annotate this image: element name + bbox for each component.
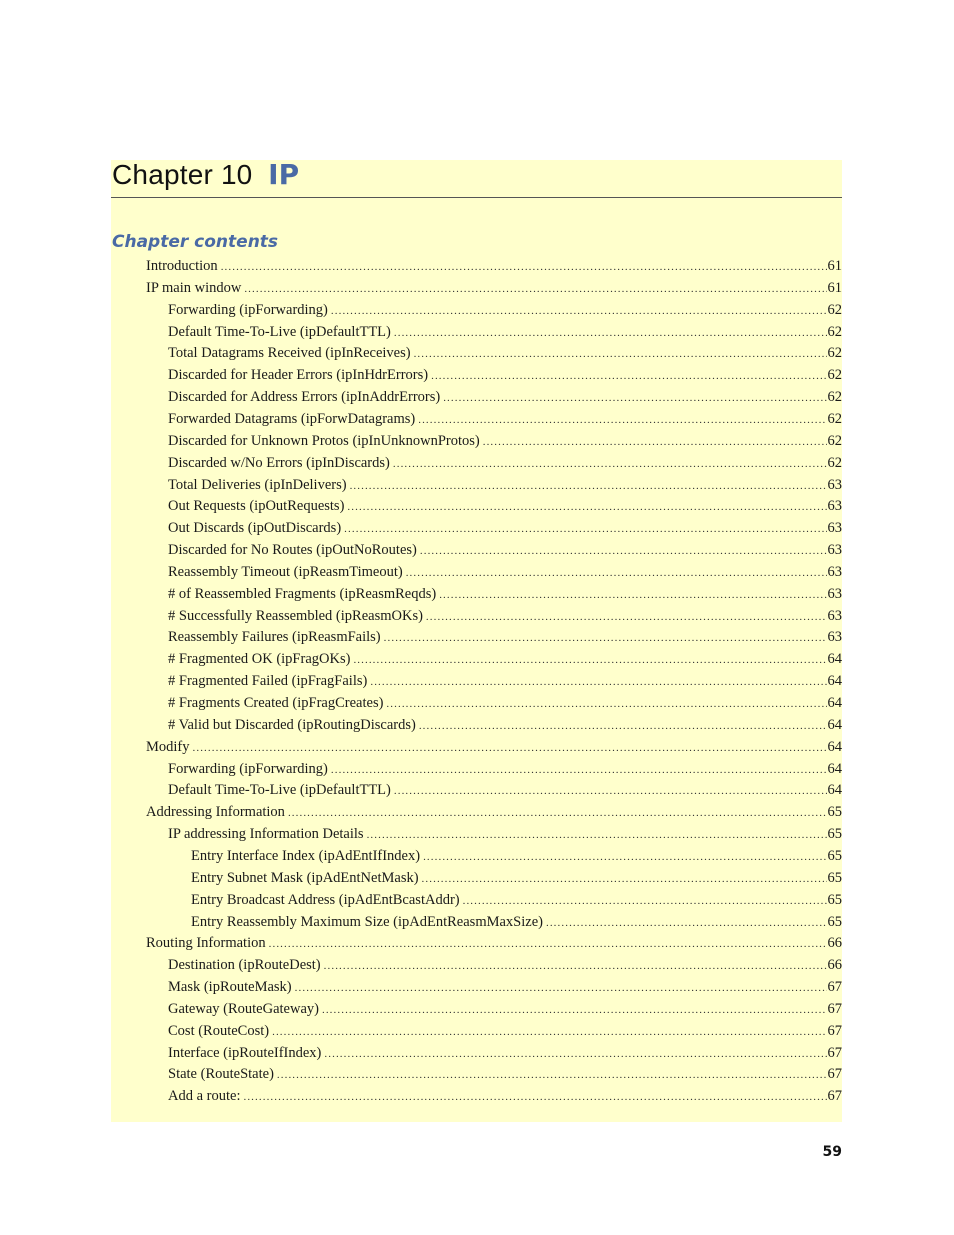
chapter-heading <box>112 158 299 198</box>
toc-entry-page: 66 <box>827 935 842 952</box>
toc-entry-title: Entry Reassembly Maximum Size (ipAdEntReasmMaxSize) <box>191 913 543 930</box>
toc-dot-leader <box>394 327 827 339</box>
toc-dot-leader <box>353 654 826 666</box>
page-number: 59 <box>822 1144 842 1160</box>
toc-entry-title: Default Time-To-Live (ipDefaultTTL) <box>168 782 391 799</box>
toc-entry[interactable] <box>168 782 842 802</box>
toc-entry-title: Add a route: <box>168 1088 241 1105</box>
toc-entry-page: 67 <box>827 1088 842 1105</box>
toc-entry[interactable] <box>146 935 842 955</box>
toc-entry-page: 64 <box>827 716 842 733</box>
toc-entry-page: 67 <box>827 1000 842 1017</box>
toc-entry[interactable] <box>146 280 842 300</box>
toc-entry[interactable] <box>168 586 842 606</box>
toc-entry[interactable] <box>168 1023 842 1043</box>
toc-entry-page: 65 <box>827 869 842 886</box>
toc-entry-page: 64 <box>827 782 842 799</box>
toc-entry[interactable] <box>168 455 842 475</box>
toc-entry-title: Destination (ipRouteDest) <box>168 957 321 974</box>
toc-entry-page: 67 <box>827 979 842 996</box>
toc-entry[interactable] <box>191 914 842 934</box>
toc-entry-title: # Fragments Created (ipFragCreates) <box>168 695 384 711</box>
toc-entry-page: 64 <box>827 651 842 668</box>
toc-dot-leader <box>331 764 827 776</box>
toc-entry[interactable] <box>168 1001 842 1021</box>
toc-dot-leader <box>439 589 826 601</box>
toc-entry[interactable] <box>168 695 842 715</box>
chapter-divider <box>111 197 842 198</box>
toc-entry-page: 63 <box>827 520 842 537</box>
toc-entry-page: 62 <box>827 367 842 384</box>
toc-entry[interactable] <box>168 411 842 431</box>
toc-entry-page: 61 <box>827 279 842 296</box>
toc-dot-leader <box>370 676 826 688</box>
toc-entry[interactable] <box>146 739 842 759</box>
toc-dot-leader <box>331 305 827 317</box>
toc-dot-leader <box>463 895 827 907</box>
toc-entry-page: 66 <box>827 957 842 974</box>
toc-entry-page: 63 <box>827 585 842 602</box>
toc-dot-leader <box>367 829 827 841</box>
toc-entry-page: 64 <box>827 738 842 755</box>
toc-entry[interactable] <box>168 651 842 671</box>
toc-entry-title: Entry Subnet Mask (ipAdEntNetMask) <box>191 869 419 886</box>
toc-entry-page: 67 <box>827 1044 842 1061</box>
toc-dot-leader <box>347 501 826 513</box>
toc-entry-page: 63 <box>827 563 842 580</box>
toc-entry-title: State (RouteState) <box>168 1066 274 1083</box>
contents-heading: Chapter contents <box>112 232 279 252</box>
toc-entry-page: 65 <box>827 804 842 821</box>
toc-entry-page: 61 <box>827 258 842 274</box>
toc-dot-leader <box>322 1004 827 1016</box>
toc-entry-page: 63 <box>827 607 842 624</box>
toc-dot-leader <box>269 938 827 950</box>
toc-entry-title: Discarded for Unknown Protos (ipInUnknownProtos) <box>168 432 480 449</box>
toc-dot-leader <box>443 392 826 404</box>
toc-entry-page: 64 <box>827 673 842 690</box>
toc-entry-page: 65 <box>827 891 842 908</box>
toc-entry-page: 64 <box>827 695 842 711</box>
toc-entry-title: Routing Information <box>146 935 266 952</box>
toc-entry-page: 62 <box>827 345 842 362</box>
toc-entry[interactable] <box>168 345 842 365</box>
toc-entry-title: Out Discards (ipOutDiscards) <box>168 520 342 537</box>
toc-entry-title: Mask (ipRouteMask) <box>168 979 292 996</box>
toc-dot-leader <box>193 742 827 754</box>
toc-entry[interactable] <box>168 826 842 846</box>
toc-entry-page: 67 <box>827 1022 842 1039</box>
toc-entry-title: # Successfully Reassembled (ipReasmOKs) <box>168 607 423 624</box>
toc-entry-title: Discarded w/No Errors (ipInDiscards) <box>168 454 390 471</box>
toc-entry-page: 62 <box>827 432 842 449</box>
toc-entry-title: Gateway (RouteGateway) <box>168 1000 319 1017</box>
toc-dot-leader <box>418 414 826 426</box>
toc-dot-leader <box>324 960 827 972</box>
toc-entry-title: Introduction <box>146 258 218 274</box>
toc-entry[interactable] <box>168 608 842 628</box>
toc-entry-title: Cost (RouteCost) <box>168 1022 270 1039</box>
toc-entry-page: 65 <box>827 826 842 843</box>
toc-entry-title: Entry Interface Index (ipAdEntIfIndex) <box>191 847 421 864</box>
toc-dot-leader <box>350 480 827 492</box>
toc-entry-page: 65 <box>827 847 842 864</box>
toc-entry-title: # Fragmented OK (ipFragOKs) <box>168 651 351 668</box>
toc-entry-title: Total Deliveries (ipInDelivers) <box>168 476 347 493</box>
toc-dot-leader <box>394 785 827 797</box>
chapter-number: 10 <box>221 159 253 190</box>
toc-entry[interactable] <box>168 520 842 540</box>
chapter-title: IP <box>268 158 300 191</box>
toc-entry-title: Entry Broadcast Address (ipAdEntBcastAddr) <box>191 891 460 908</box>
toc-entry-page: 63 <box>827 476 842 493</box>
toc-entry[interactable] <box>168 717 842 737</box>
toc-entry-title: IP addressing Information Details <box>168 826 364 843</box>
toc-dot-leader <box>420 545 827 557</box>
toc-entry-title: # of Reassembled Fragments (ipReasmReqds) <box>168 585 437 602</box>
toc-dot-leader <box>414 348 827 360</box>
toc-dot-leader <box>244 283 826 295</box>
toc-entry-title: Addressing Information <box>146 804 285 821</box>
toc-entry-title: Out Requests (ipOutRequests) <box>168 498 345 515</box>
toc-dot-leader <box>344 523 826 535</box>
toc-entry[interactable] <box>146 804 842 824</box>
toc-entry[interactable] <box>191 848 842 868</box>
toc-entry-page: 63 <box>827 629 842 646</box>
toc-dot-leader <box>426 611 827 623</box>
toc-entry-title: Default Time-To-Live (ipDefaultTTL) <box>168 323 391 340</box>
toc-dot-leader <box>431 370 826 382</box>
toc-dot-leader <box>406 567 827 579</box>
toc-entry-title: IP main window <box>146 279 242 296</box>
toc-entry[interactable] <box>168 1066 842 1086</box>
toc-dot-leader <box>422 873 827 885</box>
toc-entry[interactable] <box>168 673 842 693</box>
toc-entry[interactable] <box>168 761 842 781</box>
toc-entry[interactable] <box>168 629 842 649</box>
toc-entry-title: # Valid but Discarded (ipRoutingDiscards) <box>168 716 416 733</box>
toc-entry[interactable] <box>168 957 842 977</box>
toc-entry[interactable] <box>168 324 842 344</box>
toc-entry[interactable] <box>168 433 842 453</box>
toc-entry[interactable] <box>168 1045 842 1065</box>
toc-entry[interactable] <box>191 870 842 890</box>
toc-entry-page: 62 <box>827 389 842 406</box>
toc-entry-title: Interface (ipRouteIfIndex) <box>168 1044 322 1061</box>
toc-entry[interactable] <box>191 892 842 912</box>
toc-entry-title: Reassembly Failures (ipReasmFails) <box>168 629 381 646</box>
toc-entry-title: Discarded for Header Errors (ipInHdrErrors) <box>168 367 429 384</box>
toc-dot-leader <box>243 1091 826 1103</box>
toc-dot-leader <box>423 851 826 863</box>
toc-entry-page: 62 <box>827 454 842 471</box>
toc-dot-leader <box>419 720 827 732</box>
toc-entry[interactable] <box>168 542 842 562</box>
toc-entry[interactable] <box>168 367 842 387</box>
toc-entry-title: Reassembly Timeout (ipReasmTimeout) <box>168 563 403 580</box>
toc-dot-leader <box>546 917 827 929</box>
toc-entry[interactable] <box>168 564 842 584</box>
toc-dot-leader <box>483 436 827 448</box>
toc-dot-leader <box>221 261 827 273</box>
toc-dot-leader <box>295 982 827 994</box>
toc-dot-leader <box>277 1069 827 1081</box>
toc-entry-page: 64 <box>827 760 842 777</box>
toc-entry[interactable] <box>168 302 842 322</box>
toc-dot-leader <box>386 698 826 710</box>
toc-entry[interactable] <box>168 389 842 409</box>
toc-dot-leader <box>393 458 827 470</box>
toc-entry[interactable] <box>168 979 842 999</box>
toc-entry[interactable] <box>168 498 842 518</box>
toc-dot-leader <box>272 1026 826 1038</box>
toc-entry-page: 63 <box>827 542 842 559</box>
chapter-label: Chapter <box>112 159 214 190</box>
toc-entry[interactable] <box>168 477 842 497</box>
toc-entry-page: 65 <box>827 913 842 930</box>
toc-dot-leader <box>288 807 827 819</box>
toc-dot-leader <box>384 632 827 644</box>
toc-entry-title: Forwarding (ipForwarding) <box>168 760 328 777</box>
toc-entry-title: Forwarding (ipForwarding) <box>168 301 328 318</box>
toc-entry-page: 62 <box>827 410 842 427</box>
toc-entry-page: 67 <box>827 1066 842 1083</box>
toc-entry-title: Modify <box>146 738 190 755</box>
toc-entry-title: # Fragmented Failed (ipFragFails) <box>168 673 368 690</box>
toc-entry-title: Discarded for No Routes (ipOutNoRoutes) <box>168 542 417 559</box>
toc-entry-page: 63 <box>827 498 842 515</box>
toc-entry-title: Forwarded Datagrams (ipForwDatagrams) <box>168 410 416 427</box>
toc-entry[interactable] <box>168 1088 842 1108</box>
toc-entry-title: Discarded for Address Errors (ipInAddrErrors) <box>168 389 441 406</box>
toc-entry-page: 62 <box>827 301 842 318</box>
toc-entry[interactable] <box>146 258 842 278</box>
toc-entry-page: 62 <box>827 323 842 340</box>
toc-entry-title: Total Datagrams Received (ipInReceives) <box>168 345 411 362</box>
toc-dot-leader <box>324 1048 826 1060</box>
